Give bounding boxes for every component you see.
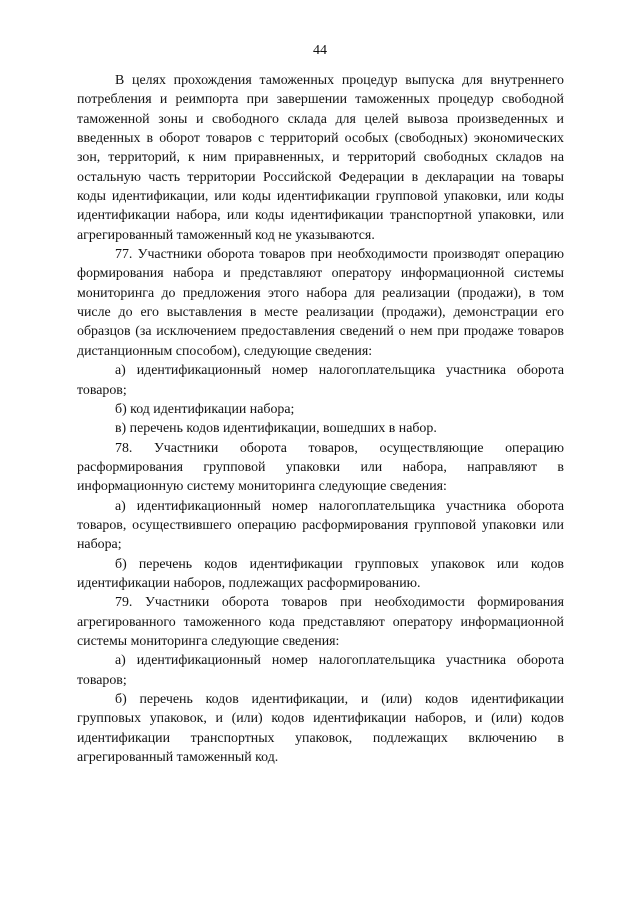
paragraph-79-b: б) перечень кодов идентификации, и (или) кодов идентификации групповых упаковок, и (или) кодов идентификации наборов, и (или) кодов идентификации транспортных упаковок, подлежащих включению в агрегированный таможенный код. [77,692,564,766]
paragraph-77-b: б) код идентификации набора; [115,401,295,417]
paragraph-77-v: в) перечень кодов идентификации, вошедших в набор. [115,421,437,437]
paragraph-77: 77. Участники оборота товаров при необходимости производят операцию формирования набора и представляют оператору информационной системы мониторинга до предложения этого набора для реализации (продажи), в том числе до его выставления в месте реализации (продажи), демонстрации его образцов (за исключением предоставления сведений о нем при продаже товаров дистанционным способом), следующие сведения: [77,247,564,359]
document-body [77,71,564,767]
paragraph-79: 79. Участники оборота товаров при необходимости формирования агрегированного таможенного кода представляют оператору информационной системы мониторинга следующие сведения: [77,595,564,649]
paragraph-78-a: а) идентификационный номер налогоплательщика участника оборота товаров, осуществившего операцию расформирования групповой упаковки или набора; [77,498,564,553]
paragraph-78-b: б) перечень кодов идентификации групповых упаковок или кодов идентификации наборов, подлежащих расформированию. [77,556,564,591]
page-number: 44 [313,43,327,58]
paragraph-77-a: а) идентификационный номер налогоплательщика участника оборота товаров; [77,363,564,398]
paragraph-79-a: а) идентификационный номер налогоплательщика участника оборота товаров; [77,653,564,688]
paragraph-78: 78. Участники оборота товаров, осуществляющие операцию расформирования групповой упаковки или набора, направляют в информационную систему мониторинга следующие сведения: [77,440,564,495]
paragraph-customs-procedures: В целях прохождения таможенных процедур выпуска для внутреннего потребления и реимпорта при завершении таможенных процедур свободной таможенной зоны и свободного склада для целей вывоза произведенных и введенных в оборот товаров с территорий особых (свободных) экономических зон, территорий, к ним приравненных, и территорий свободных складов на остальную часть территории Российской Федерации в декларации на товары коды идентификации, или коды идентификации групповой упаковки, или коды идентификации набора, или коды идентификации транспортной упаковки, или агрегированный таможенный код не указываются. [77,73,564,243]
